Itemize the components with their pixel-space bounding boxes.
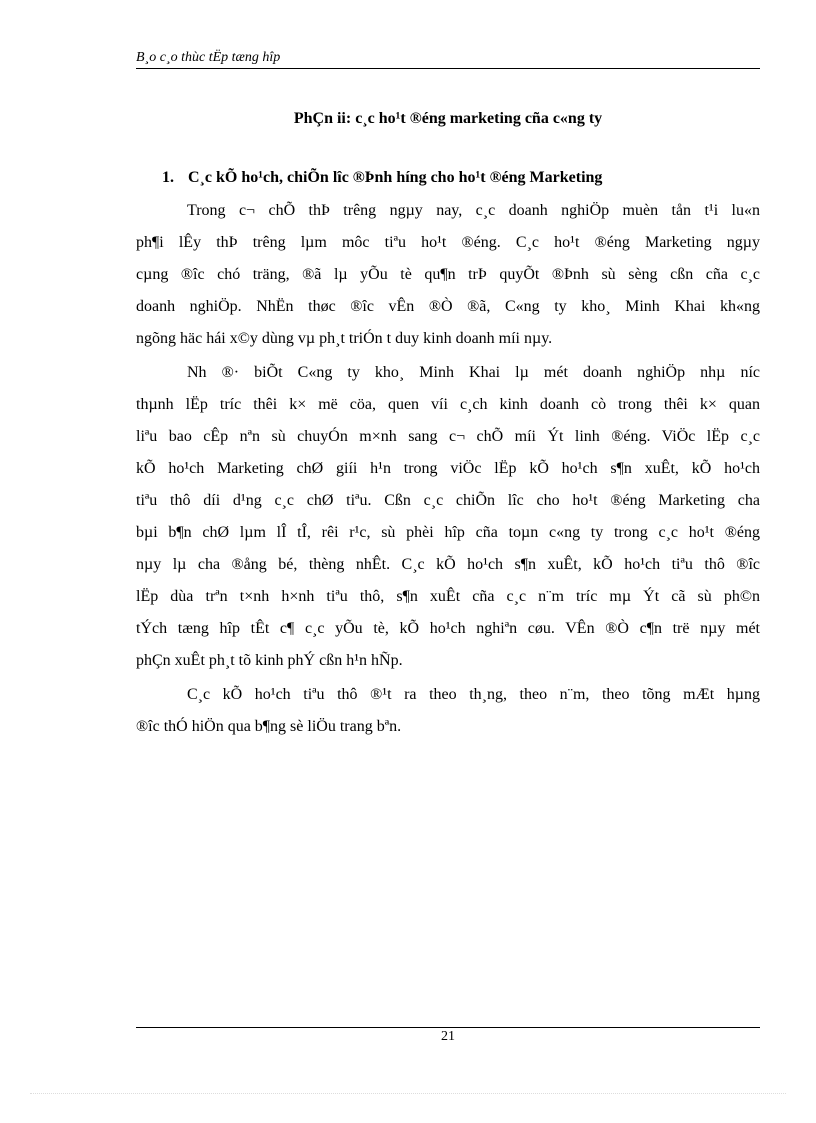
paragraph-2-line-10: phÇn xuÊt ph¸t tõ kinh phÝ cßn h¹n hÑp. <box>136 652 403 669</box>
header-divider <box>136 68 760 69</box>
paragraph-1-line-5: ngõng häc hái x©y dùng vµ ph¸t triÓn t duy kinh doanh míi nµy. <box>136 330 553 347</box>
paragraph-3-line-1: C¸c kÕ ho¹ch tiªu thô ®¹t ra theo th¸ng, theo n¨m, theo tõng mÆt hµng <box>187 686 760 703</box>
paragraph-2-line-1: Nh ®· biÕt C«ng ty kho¸ Minh Khai lµ mét doanh nghiÖp nhµ níc <box>187 364 760 381</box>
paragraph-2-line-6: bµi b¶n chØ lµm lÎ tÎ, rêi r¹c, sù phèi hîp cña toµn c«ng ty trong c¸c ho¹t ®éng <box>136 524 760 541</box>
paragraph-2-line-5: tiªu thô díi d¹ng c¸c chØ tiªu. Cßn c¸c chiÕn lîc cho ho¹t ®éng Marketing cha <box>136 492 760 509</box>
paragraph-2-line-8: lËp dùa trªn t×nh h×nh tiªu thô, s¶n xuÊt cña c¸c n¨m tríc mµ Ýt cã sù ph©n <box>136 588 760 605</box>
running-header: B¸o c¸o thùc tËp tæng hîp <box>136 50 281 65</box>
paragraph-2-line-4: kÕ ho¹ch Marketing chØ giíi h¹n trong viÖc lËp kÕ ho¹ch s¶n xuÊt, kÕ ho¹ch <box>136 460 760 477</box>
paragraph-1-line-2: ph¶i lÊy thÞ trêng lµm môc tiªu ho¹t ®éng. C¸c ho¹t ®éng Marketing ngµy <box>136 234 760 251</box>
section-heading <box>162 169 602 187</box>
footer-divider <box>136 1027 760 1028</box>
section-number: 1. <box>162 169 174 186</box>
paragraph-2-line-9: tÝch tæng hîp tÊt c¶ c¸c yÕu tè, kÕ ho¹ch nghiªn cøu. VÊn ®Ò c¶n trë nµy mét <box>136 620 760 637</box>
part-title: PhÇn ii: c¸c ho¹t ®éng marketing cña c«ng ty <box>293 110 603 127</box>
paragraph-1-line-3: cµng ®îc chó träng, ®ã lµ yÕu tè qu¶n trÞ quyÕt ®Þnh sù sèng cßn cña c¸c <box>136 266 760 283</box>
page-number: 21 <box>441 1029 455 1044</box>
paragraph-1-line-1: Trong c¬ chÕ thÞ trêng ngµy nay, c¸c doanh nghiÖp muèn tån t¹i lu«n <box>187 202 760 219</box>
page-edge <box>30 1093 786 1094</box>
section-heading-text: C¸c kÕ ho¹ch, chiÕn lîc ®Þnh híng cho ho¹t ®éng Marketing <box>188 169 603 186</box>
paragraph-2-line-2: thµnh lËp tríc thêi k× më cöa, quen víi c¸ch kinh doanh cò trong thêi k× quan <box>136 396 760 413</box>
paragraph-3-line-2: ®îc thÓ hiÖn qua b¶ng sè liÖu trang bªn. <box>136 718 402 735</box>
paragraph-1-line-4: doanh nghiÖp. NhËn thøc ®îc vÊn ®Ò ®ã, C«ng ty kho¸ Minh Khai kh«ng <box>136 298 760 315</box>
paragraph-2-line-3: liªu bao cÊp nªn sù chuyÓn m×nh sang c¬ chÕ míi Ýt linh ®éng. ViÖc lËp c¸c <box>136 428 760 445</box>
paragraph-2-line-7: nµy lµ cha ®ång bé, thèng nhÊt. C¸c kÕ ho¹ch s¶n xuÊt, kÕ ho¹ch tiªu thô ®îc <box>136 556 760 573</box>
